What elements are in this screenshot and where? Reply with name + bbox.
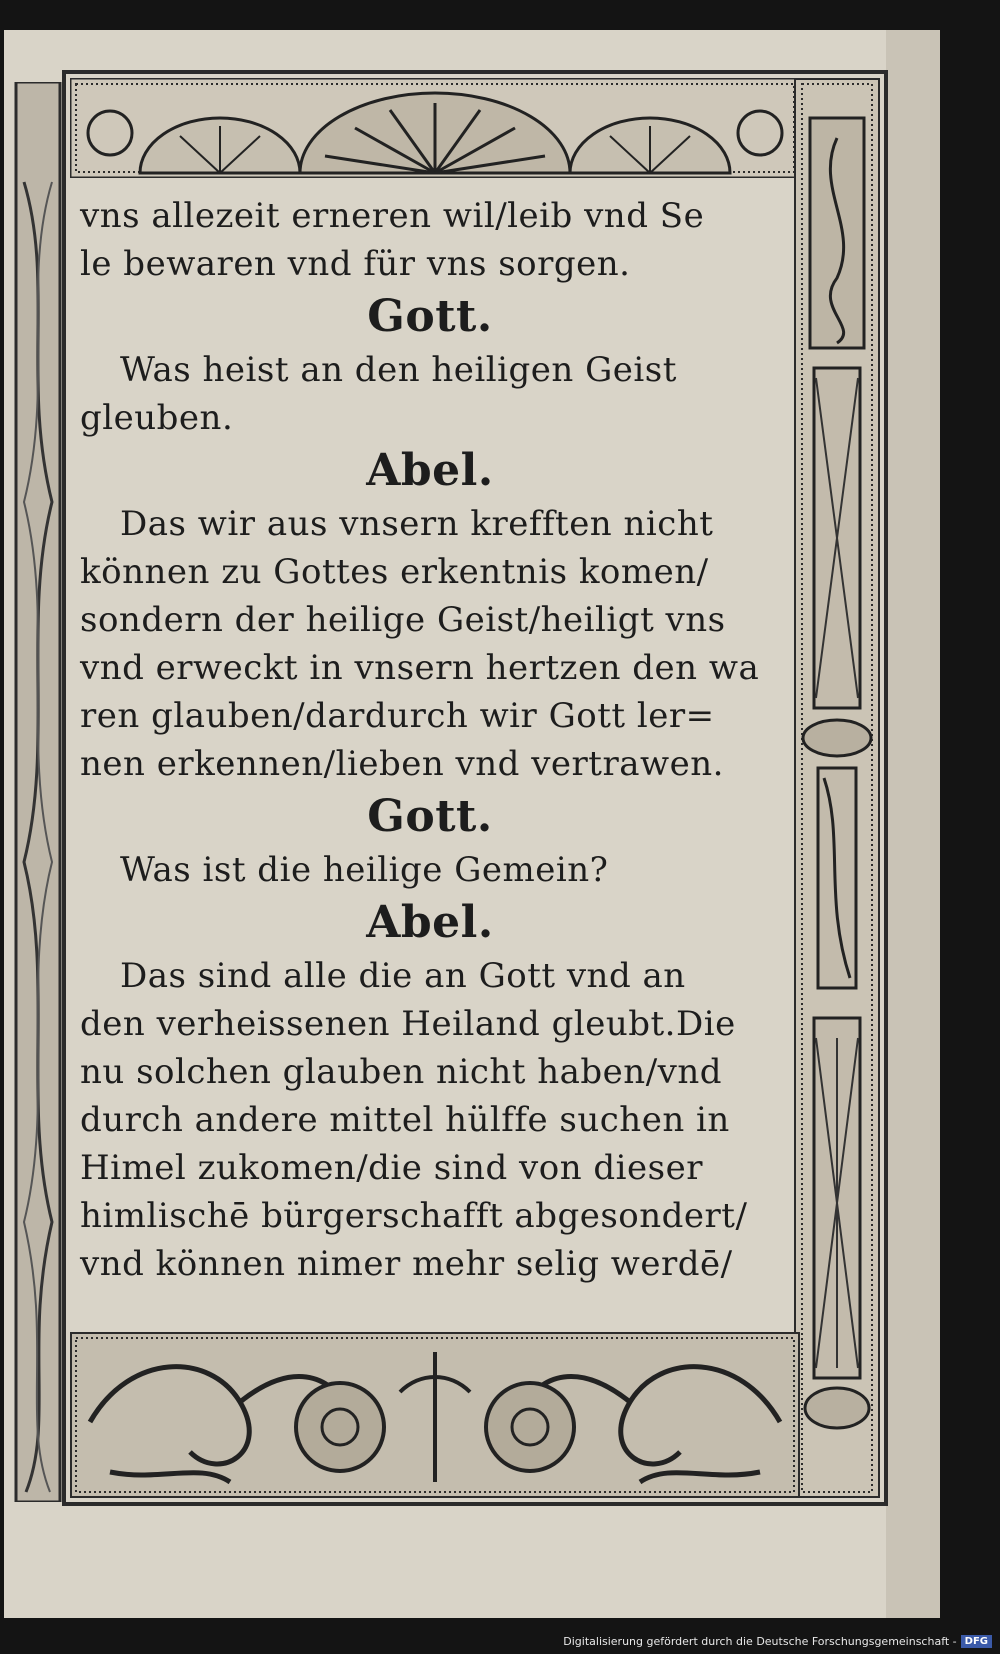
text-line: nu solchen glauben nicht haben/vnd xyxy=(80,1052,723,1092)
speaker-heading: Abel. xyxy=(366,445,494,496)
top-ornament-band xyxy=(70,78,800,178)
text-line: gleuben. xyxy=(80,398,234,438)
right-pillar-ornament xyxy=(794,78,880,1498)
text-line: vnd erweckt in vnsern hertzen den wa xyxy=(80,648,760,688)
text-line: Was ist die heilige Gemein? xyxy=(120,850,609,890)
text-line: Das sind alle die an Gott vnd an xyxy=(120,956,686,996)
text-line: ren glauben/dardurch wir Gott ler= xyxy=(80,696,715,736)
page-edge xyxy=(886,30,940,1618)
text-line: Das wir aus vnsern krefften nicht xyxy=(120,504,714,544)
bottom-ornament-band xyxy=(70,1332,800,1498)
text-line: können zu Gottes erkentnis komen/ xyxy=(80,552,709,592)
text-line: nen erkennen/lieben vnd vertrawen. xyxy=(80,744,724,784)
page-text-block xyxy=(80,192,780,1288)
digitization-credit xyxy=(563,1635,992,1648)
text-line: den verheissenen Heiland gleubt.Die xyxy=(80,1004,736,1044)
book-page xyxy=(4,30,940,1618)
dfg-logo: DFG xyxy=(961,1635,992,1648)
left-pillar-ornament xyxy=(14,82,62,1502)
text-line: vnd können nimer mehr selig werdē/ xyxy=(80,1244,733,1284)
text-line: le bewaren vnd für vns sorgen. xyxy=(80,244,631,284)
text-line: Himel zukomen/die sind von dieser xyxy=(80,1148,703,1188)
text-line: himlischē bürgerschafft abgesondert/ xyxy=(80,1196,748,1236)
text-line: vns allezeit erneren wil/leib vnd Se xyxy=(80,196,705,236)
credit-text: Digitalisierung gefördert durch die Deutsche Forschungsgemeinschaft - xyxy=(563,1635,957,1648)
speaker-heading: Gott. xyxy=(367,291,493,342)
speaker-heading: Gott. xyxy=(367,791,493,842)
text-line: sondern der heilige Geist/heiligt vns xyxy=(80,600,726,640)
woodcut-border-frame xyxy=(62,70,888,1506)
text-line: durch andere mittel hülffe suchen in xyxy=(80,1100,730,1140)
speaker-heading: Abel. xyxy=(366,897,494,948)
text-line: Was heist an den heiligen Geist xyxy=(120,350,677,390)
